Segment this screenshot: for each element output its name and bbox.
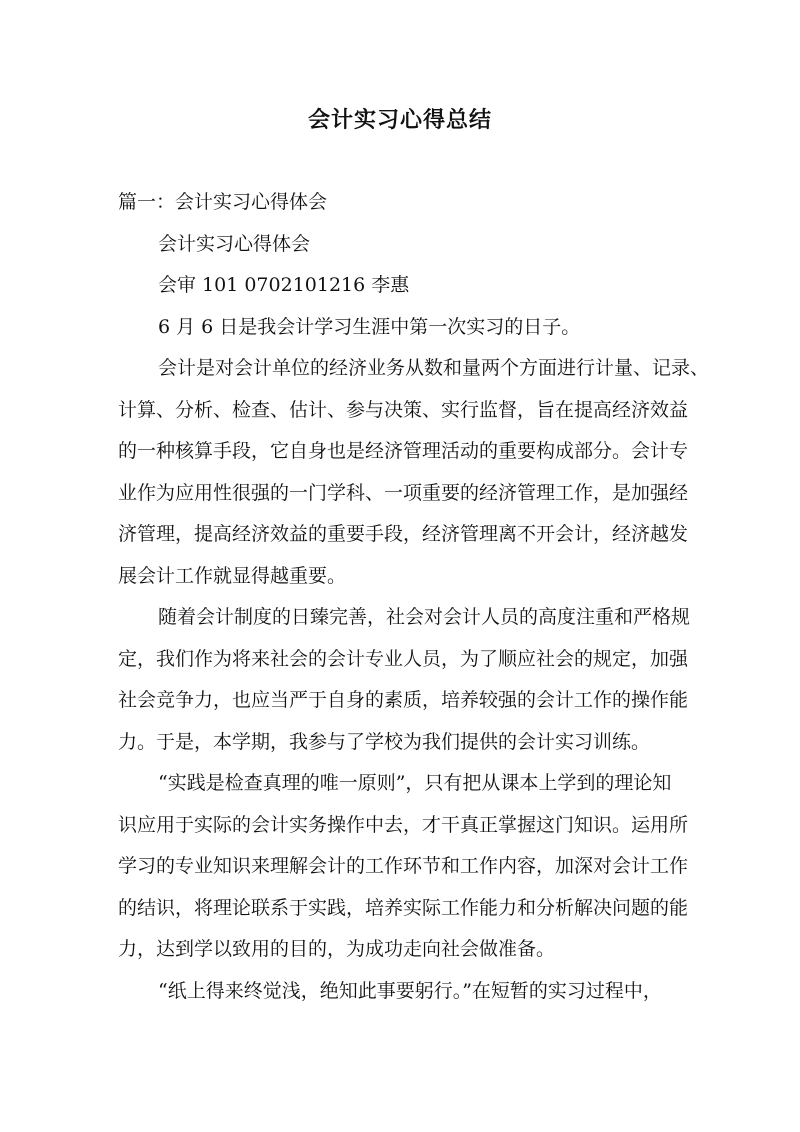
paragraph-line: 的一种核算手段，它自身也是经济管理活动的重要构成部分。会计专 [118, 440, 689, 462]
paragraph [118, 597, 704, 763]
paragraph-line: 学习的专业知识来理解会计的工作环节和工作内容，加深对会计工作 [118, 855, 689, 877]
paragraph-line: 会计是对会计单位的经济业务从数和量两个方面进行计量、记录、 [158, 357, 710, 379]
paragraph-line: 识应用于实际的会计实务操作中去，才干真正掌握这门知识。运用所 [118, 813, 689, 836]
paragraph-line: 展会计工作就显得越重要。 [118, 564, 347, 587]
document-title: 会计实习心得总结 [307, 107, 492, 133]
section-subtitle: 会计实习心得体会 [158, 232, 311, 255]
paragraph-line: 济管理，提高经济效益的重要手段，经济管理离不开会计，经济越发 [118, 523, 689, 545]
paragraph-line: 6 月 6 日是我会计学习生涯中第一次实习的日子。 [158, 315, 581, 338]
paragraph-line: 的结识，将理论联系于实践，培养实际工作能力和分析解决问题的能 [118, 896, 689, 919]
paragraph-line: 社会竞争力，也应当严于自身的素质，培养较强的会计工作的操作能 [118, 689, 689, 711]
section-heading: 篇一：会计实习心得体会 [118, 191, 328, 213]
paragraph [118, 307, 704, 349]
paragraph [118, 348, 710, 597]
paragraph-line: 业作为应用性很强的一门学科、一项重要的经济管理工作，是加强经 [118, 481, 689, 504]
paragraph-line: 力。于是，本学期，我参与了学校为我们提供的会计实习训练。 [118, 730, 651, 753]
paragraph-line: 力，达到学以致用的目的，为成功走向社会做准备。 [118, 938, 556, 960]
paragraph-line: 随着会计制度的日臻完善，社会对会计人员的高度注重和严格规 [158, 606, 691, 628]
paragraph-line: “纸上得来终觉浅，绝知此事要躬行。”在短暂的实习过程中， [158, 979, 662, 1002]
document-body [118, 182, 710, 1012]
author-line: 会审 101 0702101216 李惠 [158, 274, 410, 296]
paragraph [118, 763, 704, 971]
paragraph [118, 971, 704, 1013]
paragraph-line: 计算、分析、检查、估计、参与决策、实行监督，旨在提高经济效益 [118, 398, 689, 421]
paragraph-list [118, 307, 710, 1013]
paragraph-line: 定，我们作为将来社会的会计专业人员，为了顺应社会的规定，加强 [118, 647, 689, 670]
paragraph-line: “实践是检查真理的唯一原则”，只有把从课本上学到的理论知 [158, 772, 672, 794]
